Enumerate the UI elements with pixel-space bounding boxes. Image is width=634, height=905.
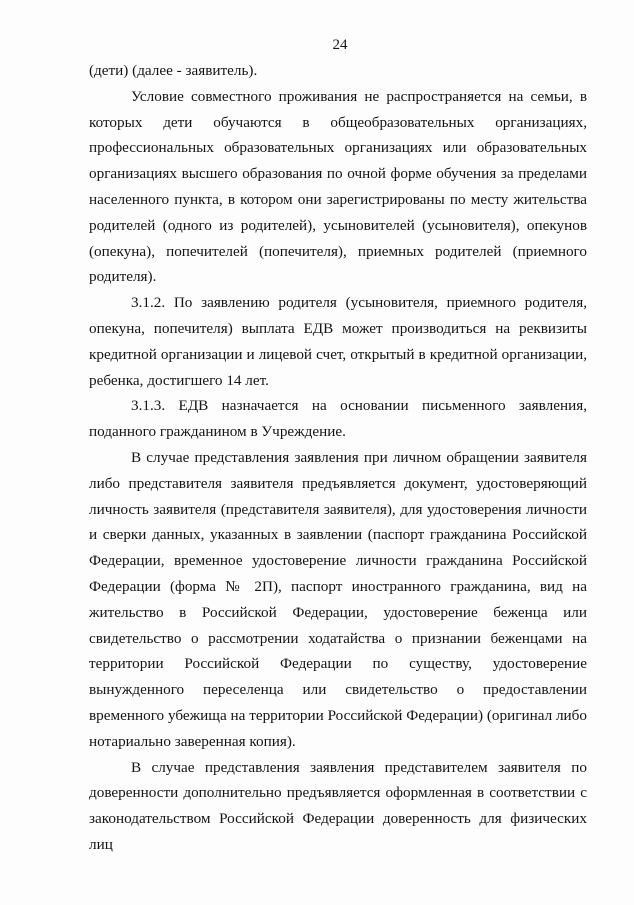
paragraph-cohabitation-condition: Условие совместного проживания не распространяется на семьи, в которых дети обучаются в общеобразовательных организациях, профессиональных образовательных организациях или образовательных организациях высшего образования по очной форме обучения за пределами населенного пункта, в котором они зарегистрированы по месту жительства родителей (одного из родителей), усыновителей (усыновителя), опекунов (опекуна), попечителей (попечителя), приемных родителей (приемного родителя). [89, 87, 587, 286]
paragraph-continuation: (дети) (далее - заявитель). [89, 62, 258, 79]
paragraph-3-1-3: 3.1.3. ЕДВ назначается на основании письменного заявления, поданного гражданином в Учреждение. [89, 397, 587, 441]
paragraph-3-1-2: 3.1.2. По заявлению родителя (усыновителя, приемного родителя, опекуна, попечителя) выплата ЕДВ может производиться на реквизиты кредитной организации и лицевой счет, открытый в кредитной организации, ребенка, достигшего 14 лет. [89, 294, 587, 389]
paragraph-representative-application: В случае представления заявления представителем заявителя по доверенности дополнительно предъявляется оформленная в соответствии с законодательством Российской Федерации доверенность для физических лиц [89, 758, 587, 853]
paragraph-personal-application: В случае представления заявления при личном обращении заявителя либо представителя заявителя предъявляется документ, удостоверяющий личность заявителя (представителя заявителя), для удостоверения личности и сверки данных, указанных в заявлении (паспорт гражданина Российской Федерации, временное удостоверение личности гражданина Российской Федерации (форма № 2П), паспорт иностранного гражданина, вид на жительство в Российской Федерации, удостоверение беженца или свидетельство о рассмотрении ходатайства о признании беженцами на территории Российской Федерации по существу, удостоверение вынужденного переселенца или свидетельство о предоставлении временного убежища на территории Российской Федерации) (оригинал либо нотариально заверенная копия). [89, 448, 587, 750]
page-number: 24 [332, 37, 348, 53]
document-body [89, 58, 587, 858]
